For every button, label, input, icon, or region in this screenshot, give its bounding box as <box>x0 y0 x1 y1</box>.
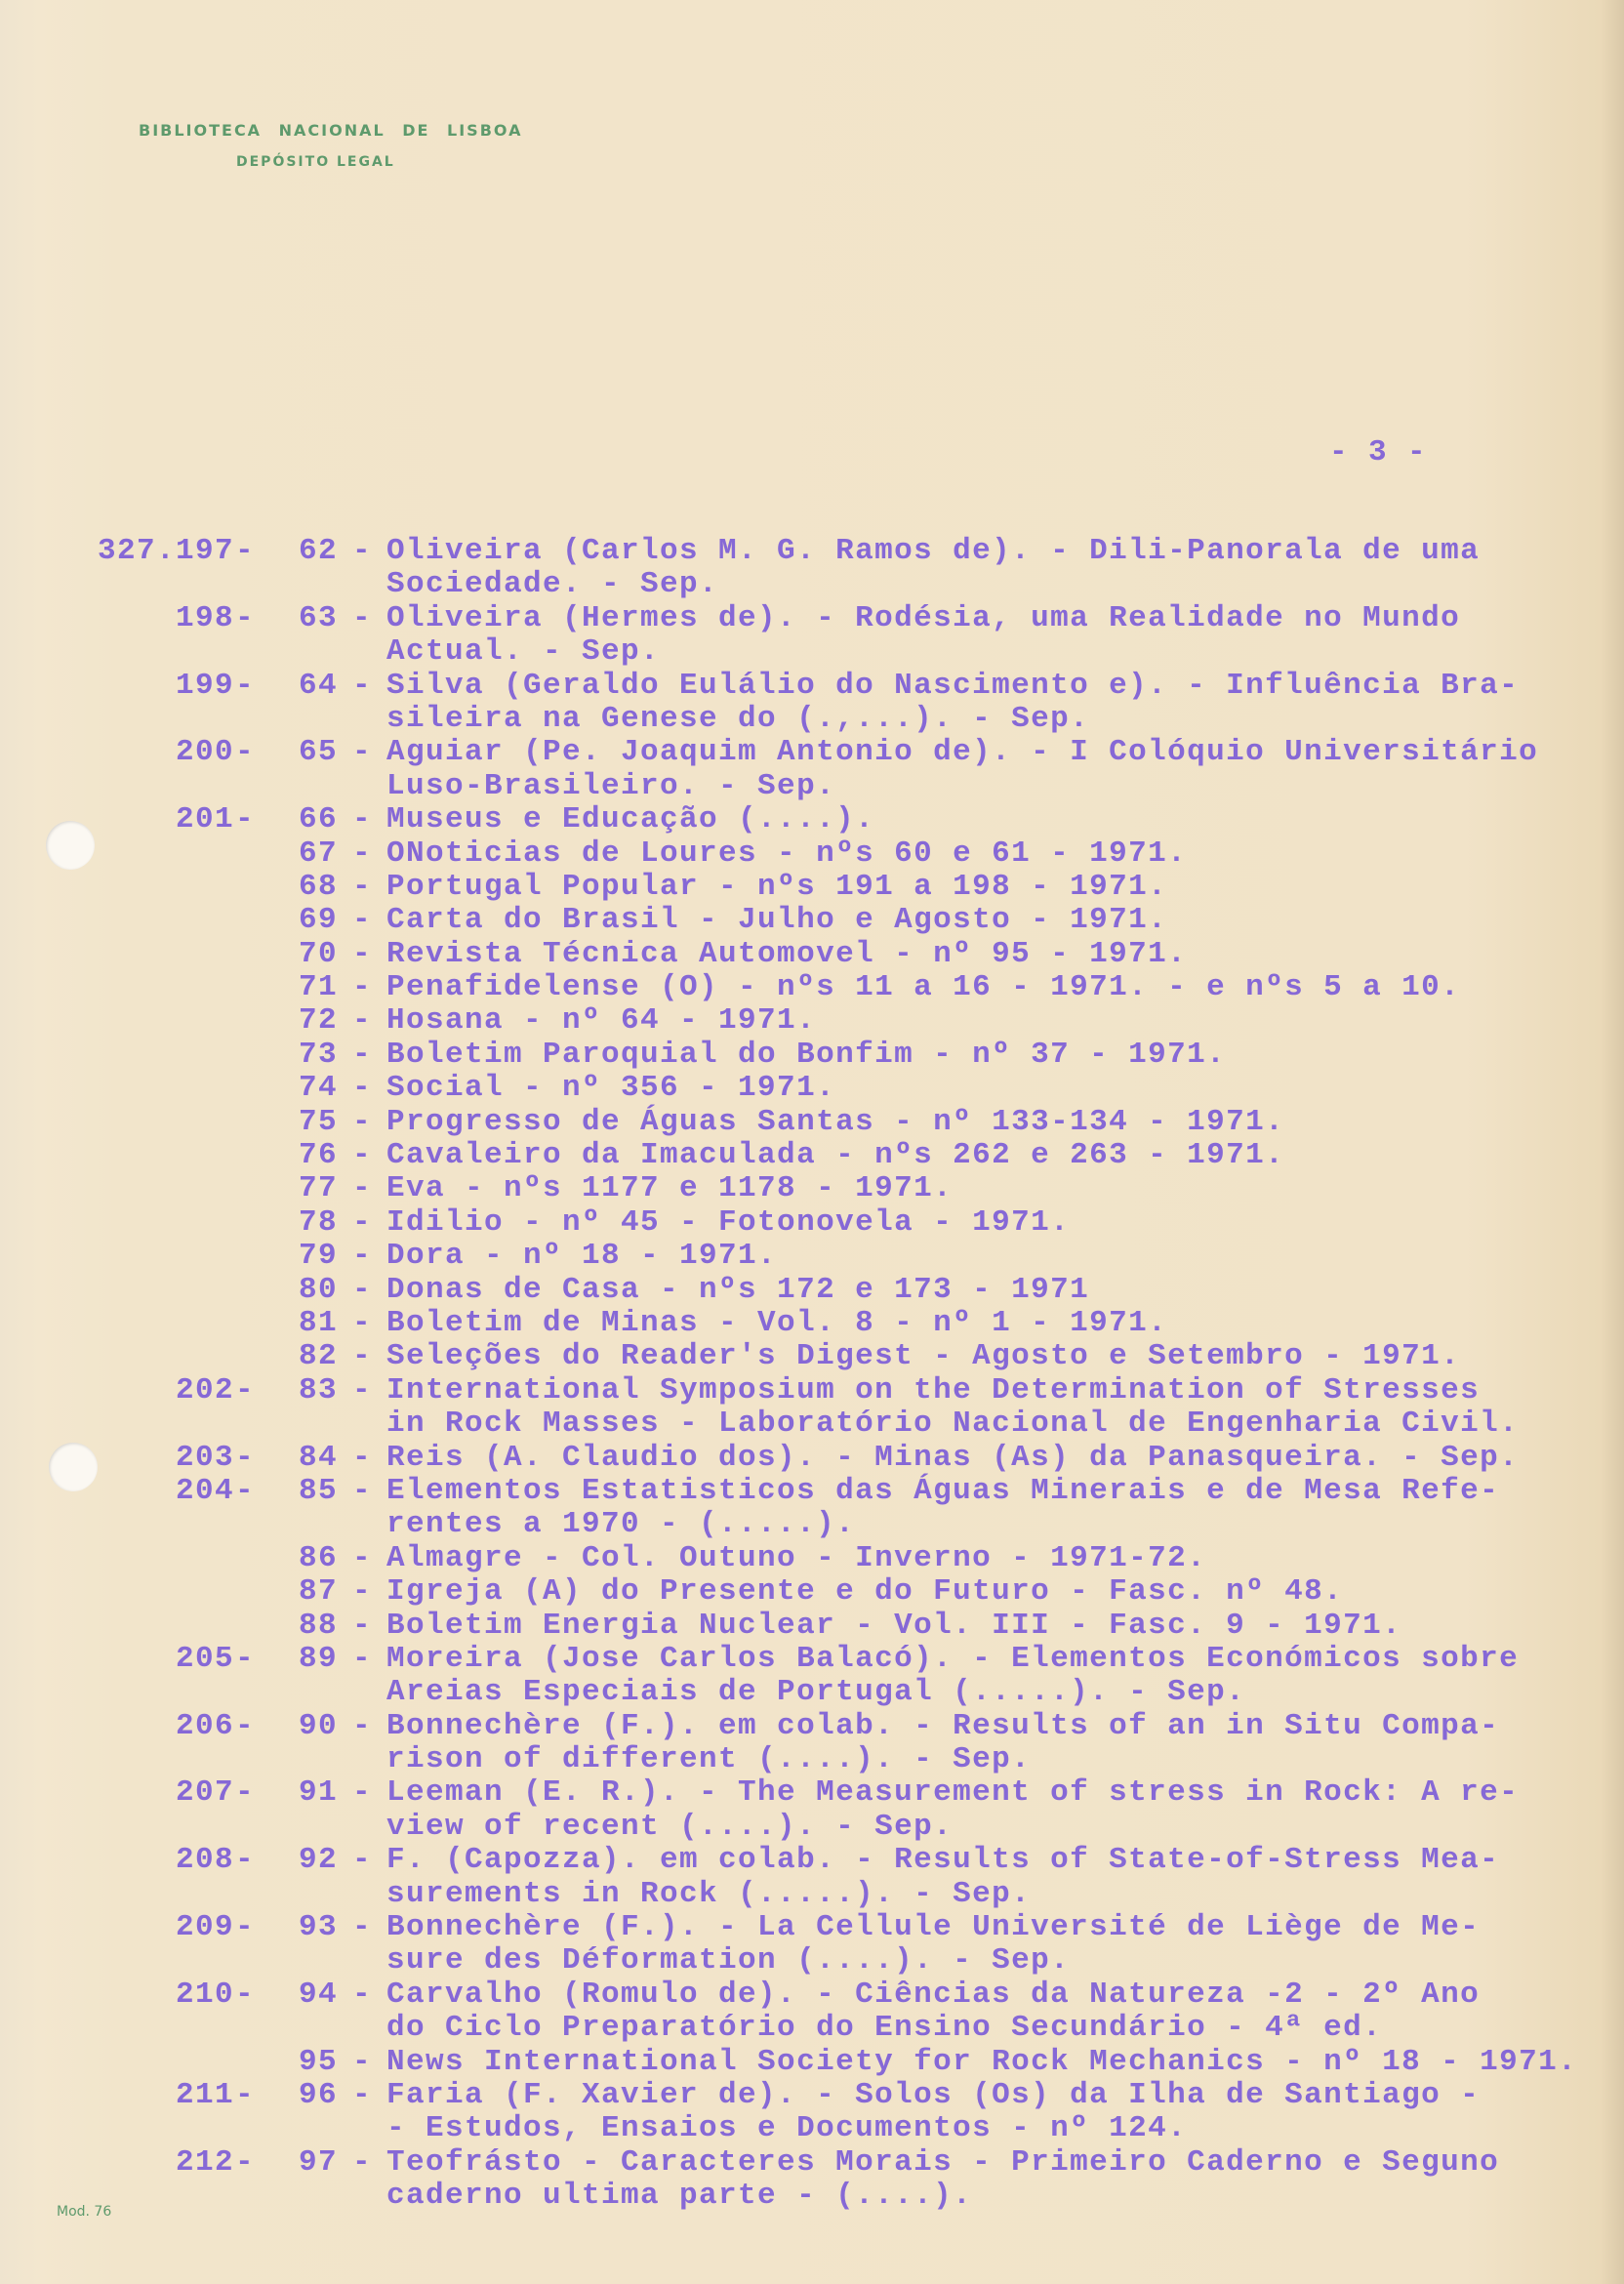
entry-text: Bonnechère (F.). - La Cellule Université de Liège de Me- <box>386 1910 1481 1945</box>
entry-reference <box>0 1610 234 1643</box>
separator-dash: - <box>351 802 372 837</box>
entry-text: Idilio - nº 45 - Fotonovela - 1971. <box>386 1204 1071 1240</box>
separator-dash: - <box>234 534 255 568</box>
entry-reference <box>0 1240 234 1273</box>
catalogue-list <box>0 535 1624 2214</box>
entry-text: surements in Rock (.....). - Sep. <box>386 1876 1032 1911</box>
entry-reference <box>0 2046 234 2079</box>
entry-text: Dora - nº 18 - 1971. <box>386 1239 778 1274</box>
separator-dash <box>234 904 256 937</box>
entry-sequence-number: 95 <box>298 2044 338 2079</box>
entry-sequence-number: 79 <box>298 1239 338 1274</box>
separator-dash: - <box>234 1641 255 1676</box>
separator-dash: - <box>351 1641 372 1676</box>
entry-text: International Symposium on the Determination of Stresses <box>386 1372 1481 1407</box>
catalogue-entry <box>0 837 1624 871</box>
catalogue-entry <box>0 1442 1624 1475</box>
entry-sequence-number: 93 <box>298 1910 338 1945</box>
separator-dash <box>234 1206 256 1240</box>
entry-reference <box>0 1072 234 1105</box>
entry-sequence-number: 91 <box>298 1775 338 1811</box>
entry-reference: 201 <box>175 802 234 837</box>
entry-text: Portugal Popular - nºs 191 a 198 - 1971. <box>386 869 1168 904</box>
entry-reference <box>0 971 234 1004</box>
catalogue-entry <box>0 602 1624 635</box>
catalogue-entry <box>0 1911 1624 1944</box>
catalogue-entry-continuation <box>0 1811 1624 1844</box>
catalogue-entry <box>0 1106 1624 1139</box>
entry-reference: 209 <box>175 1910 234 1945</box>
catalogue-entry-continuation <box>0 703 1624 736</box>
catalogue-entry <box>0 1172 1624 1205</box>
entry-text: Progresso de Águas Santas - nº 133-134 - 1971. <box>386 1104 1285 1139</box>
entry-sequence-number: 87 <box>298 1574 338 1610</box>
entry-text: Almagre - Col. Outuno - Inverno - 1971-72. <box>386 1540 1207 1575</box>
entry-text: Sociedade. - Sep. <box>386 567 719 602</box>
entry-text: Seleções do Reader's Digest - Agosto e Setembro - 1971. <box>386 1339 1461 1374</box>
separator-dash: - <box>351 2044 372 2079</box>
catalogue-entry <box>0 2146 1624 2180</box>
catalogue-entry <box>0 904 1624 937</box>
separator-dash: - <box>351 1104 372 1139</box>
catalogue-entry <box>0 1610 1624 1643</box>
entry-reference: 198 <box>175 600 234 635</box>
entry-sequence-number: 78 <box>298 1204 338 1240</box>
catalogue-entry-continuation <box>0 1508 1624 1541</box>
separator-dash: - <box>351 1239 372 1274</box>
entry-sequence-number: 84 <box>298 1440 338 1475</box>
separator-dash: - <box>351 534 372 568</box>
entry-text: Aguiar (Pe. Joaquim Antonio de). - I Colóquio Universitário <box>386 735 1539 770</box>
separator-dash: - <box>351 2144 372 2180</box>
entry-reference: 199 <box>175 668 234 703</box>
entry-text: Eva - nºs 1177 e 1178 - 1971. <box>386 1171 954 1206</box>
separator-dash: - <box>351 903 372 938</box>
separator-dash: - <box>351 1372 372 1407</box>
separator-dash <box>234 1004 256 1038</box>
separator-dash <box>234 2046 256 2079</box>
letterhead-department: DEPÓSITO LEGAL <box>236 154 395 170</box>
catalogue-entry <box>0 1776 1624 1810</box>
entry-text: Museus e Educação (....). <box>386 802 875 837</box>
entry-sequence-number: 69 <box>298 903 338 938</box>
entry-text: Faria (F. Xavier de). - Solos (Os) da Ilha de Santiago - <box>386 2077 1481 2112</box>
catalogue-entry <box>0 803 1624 836</box>
catalogue-entry <box>0 1340 1624 1373</box>
entry-text: in Rock Masses - Laboratório Nacional de Engenharia Civil. <box>386 1407 1520 1442</box>
catalogue-entry <box>0 1039 1624 1072</box>
separator-dash <box>234 1575 256 1609</box>
entry-sequence-number: 64 <box>298 668 338 703</box>
separator-dash: - <box>351 600 372 635</box>
entry-text: Reis (A. Claudio dos). - Minas (As) da Panasqueira. - Sep. <box>386 1440 1520 1475</box>
separator-dash: - <box>351 869 372 904</box>
separator-dash: - <box>351 1305 372 1340</box>
catalogue-entry <box>0 1575 1624 1609</box>
separator-dash: - <box>234 1473 255 1508</box>
catalogue-entry-continuation <box>0 2112 1624 2145</box>
entry-reference: 212 <box>175 2144 234 2180</box>
catalogue-entry-continuation <box>0 635 1624 669</box>
separator-dash: - <box>351 836 372 871</box>
entry-text: caderno ultima parte - (....). <box>386 2179 973 2214</box>
entry-sequence-number: 73 <box>298 1037 338 1072</box>
entry-reference: 207 <box>175 1775 234 1811</box>
catalogue-entry-continuation <box>0 1743 1624 1776</box>
entry-text: Revista Técnica Automovel - nº 95 - 1971. <box>386 936 1188 971</box>
entry-sequence-number: 68 <box>298 869 338 904</box>
entry-reference <box>0 1206 234 1240</box>
separator-dash <box>234 1172 256 1205</box>
separator-dash <box>234 1274 256 1307</box>
entry-text: Hosana - nº 64 - 1971. <box>386 1003 817 1039</box>
entry-sequence-number: 62 <box>298 534 338 568</box>
entry-text: rentes a 1970 - (.....). <box>386 1507 856 1542</box>
catalogue-entry <box>0 1004 1624 1038</box>
entry-reference: 202 <box>175 1372 234 1407</box>
catalogue-entry-continuation <box>0 1676 1624 1709</box>
entry-text: Penafidelense (O) - nºs 11 a 16 - 1971. - e nºs 5 a 10. <box>386 970 1461 1005</box>
separator-dash <box>234 1240 256 1273</box>
separator-dash <box>234 871 256 904</box>
separator-dash: - <box>351 970 372 1005</box>
separator-dash <box>234 1106 256 1139</box>
entry-text: Carta do Brasil - Julho e Agosto - 1971. <box>386 903 1168 938</box>
entry-sequence-number: 89 <box>298 1641 338 1676</box>
entry-sequence-number: 65 <box>298 735 338 770</box>
separator-dash: - <box>351 1708 372 1743</box>
entry-sequence-number: 96 <box>298 2077 338 2112</box>
catalogue-entry <box>0 938 1624 971</box>
separator-dash: - <box>351 1843 372 1878</box>
entry-reference <box>0 1274 234 1307</box>
separator-dash: - <box>351 1608 372 1643</box>
entry-text: sileira na Genese do (.,...). - Sep. <box>386 701 1090 736</box>
catalogue-entry-continuation <box>0 1878 1624 1911</box>
entry-reference: 203 <box>175 1440 234 1475</box>
catalogue-entry <box>0 1240 1624 1273</box>
separator-dash: - <box>351 1339 372 1374</box>
separator-dash: - <box>351 1138 372 1173</box>
separator-dash: - <box>234 1910 255 1945</box>
letterhead-institution: BIBLIOTECA NACIONAL DE LISBOA <box>139 121 523 140</box>
entry-text: sure des Déformation (....). - Sep. <box>386 1943 1071 1978</box>
separator-dash <box>234 1610 256 1643</box>
catalogue-entry <box>0 1307 1624 1340</box>
entry-text: Moreira (Jose Carlos Balacó). - Elementos Económicos sobre <box>386 1641 1520 1676</box>
catalogue-entry <box>0 1475 1624 1508</box>
separator-dash: - <box>234 2077 255 2112</box>
entry-sequence-number: 63 <box>298 600 338 635</box>
form-code: Mod. 76 <box>57 2204 112 2220</box>
entry-text: ONoticias de Loures - nºs 60 e 61 - 1971. <box>386 836 1188 871</box>
separator-dash: - <box>351 1003 372 1039</box>
entry-reference <box>0 938 234 971</box>
catalogue-entry-continuation <box>0 2012 1624 2045</box>
entry-sequence-number: 77 <box>298 1171 338 1206</box>
entry-sequence-number: 86 <box>298 1540 338 1575</box>
separator-dash: - <box>351 2077 372 2112</box>
separator-dash <box>234 1139 256 1172</box>
catalogue-entry <box>0 1206 1624 1240</box>
catalogue-entry <box>0 1710 1624 1743</box>
separator-dash: - <box>234 1843 255 1878</box>
entry-reference: 204 <box>175 1473 234 1508</box>
separator-dash: - <box>351 1204 372 1240</box>
catalogue-entry-continuation <box>0 2180 1624 2213</box>
separator-dash <box>234 1072 256 1105</box>
catalogue-entry <box>0 1844 1624 1877</box>
entry-sequence-number: 75 <box>298 1104 338 1139</box>
separator-dash <box>234 938 256 971</box>
separator-dash: - <box>351 668 372 703</box>
separator-dash <box>234 971 256 1004</box>
catalogue-entry <box>0 1072 1624 1105</box>
separator-dash: - <box>351 1071 372 1106</box>
separator-dash: - <box>234 1440 255 1475</box>
entry-reference: 208 <box>175 1843 234 1878</box>
separator-dash: - <box>351 1171 372 1206</box>
catalogue-entry <box>0 1643 1624 1676</box>
entry-reference <box>0 1039 234 1072</box>
entry-sequence-number: 71 <box>298 970 338 1005</box>
catalogue-entry <box>0 535 1624 568</box>
catalogue-entry <box>0 1542 1624 1575</box>
entry-text: Luso-Brasileiro. - Sep. <box>386 768 836 803</box>
separator-dash: - <box>351 1977 372 2012</box>
entry-text: Boletim Paroquial do Bonfim - nº 37 - 1971. <box>386 1037 1227 1072</box>
entry-sequence-number: 92 <box>298 1843 338 1878</box>
separator-dash: - <box>351 1037 372 1072</box>
catalogue-entry <box>0 971 1624 1004</box>
entry-reference <box>0 1106 234 1139</box>
entry-text: Actual. - Sep. <box>386 634 661 670</box>
entry-reference <box>0 1004 234 1038</box>
catalogue-entry <box>0 2046 1624 2079</box>
entry-text: Carvalho (Romulo de). - Ciências da Natureza -2 - 2º Ano <box>386 1977 1481 2012</box>
catalogue-entry-continuation <box>0 568 1624 601</box>
entry-sequence-number: 80 <box>298 1272 338 1307</box>
entry-sequence-number: 85 <box>298 1473 338 1508</box>
entry-reference <box>0 1139 234 1172</box>
entry-text: do Ciclo Preparatório do Ensino Secundário - 4ª ed. <box>386 2011 1383 2046</box>
entry-reference: 210 <box>175 1977 234 2012</box>
entry-text: Bonnechère (F.). em colab. - Results of an in Situ Compa- <box>386 1708 1500 1743</box>
entry-reference: 211 <box>175 2077 234 2112</box>
entry-text: Igreja (A) do Presente e do Futuro - Fasc. nº 48. <box>386 1574 1344 1610</box>
entry-sequence-number: 97 <box>298 2144 338 2180</box>
page-number: - 3 - <box>1329 435 1428 469</box>
entry-sequence-number: 72 <box>298 1003 338 1039</box>
entry-text: Oliveira (Carlos M. G. Ramos de). - Dili-Panorala de uma <box>386 534 1481 568</box>
entry-reference <box>0 1172 234 1205</box>
entry-sequence-number: 76 <box>298 1138 338 1173</box>
entry-sequence-number: 82 <box>298 1339 338 1374</box>
separator-dash: - <box>351 1910 372 1945</box>
entry-reference <box>0 1307 234 1340</box>
entry-text: F. (Capozza). em colab. - Results of State-of-Stress Mea- <box>386 1843 1500 1878</box>
separator-dash <box>234 1307 256 1340</box>
separator-dash: - <box>234 1708 255 1743</box>
catalogue-entry <box>0 1139 1624 1172</box>
entry-reference <box>0 1340 234 1373</box>
entry-sequence-number: 90 <box>298 1708 338 1743</box>
entry-reference <box>0 1542 234 1575</box>
entry-reference: 327.197 <box>97 534 234 568</box>
entry-reference <box>0 837 234 871</box>
catalogue-entry <box>0 1374 1624 1407</box>
catalogue-entry-continuation <box>0 1944 1624 1978</box>
catalogue-entry-continuation <box>0 770 1624 803</box>
entry-text: Silva (Geraldo Eulálio do Nascimento e). - Influência Bra- <box>386 668 1520 703</box>
separator-dash: - <box>234 2144 255 2180</box>
entry-text: Donas de Casa - nºs 172 e 173 - 1971 <box>386 1272 1090 1307</box>
separator-dash: - <box>351 1775 372 1811</box>
catalogue-entry <box>0 736 1624 769</box>
entry-sequence-number: 81 <box>298 1305 338 1340</box>
entry-reference <box>0 1575 234 1609</box>
separator-dash <box>234 1039 256 1072</box>
separator-dash: - <box>351 1574 372 1610</box>
catalogue-entry <box>0 670 1624 703</box>
separator-dash: - <box>351 1540 372 1575</box>
entry-text: Elementos Estatisticos das Águas Minerais e de Mesa Refe- <box>386 1473 1500 1508</box>
separator-dash: - <box>234 1977 255 2012</box>
entry-sequence-number: 94 <box>298 1977 338 2012</box>
entry-reference: 205 <box>175 1641 234 1676</box>
separator-dash: - <box>351 1473 372 1508</box>
entry-sequence-number: 88 <box>298 1608 338 1643</box>
entry-text: Cavaleiro da Imaculada - nºs 262 e 263 - 1971. <box>386 1138 1285 1173</box>
entry-sequence-number: 66 <box>298 802 338 837</box>
separator-dash <box>234 837 256 871</box>
entry-sequence-number: 83 <box>298 1372 338 1407</box>
catalogue-entry-continuation <box>0 1407 1624 1441</box>
catalogue-entry <box>0 1978 1624 2012</box>
separator-dash: - <box>351 735 372 770</box>
separator-dash: - <box>234 668 255 703</box>
separator-dash: - <box>351 1440 372 1475</box>
separator-dash: - <box>234 735 255 770</box>
separator-dash: - <box>234 1372 255 1407</box>
entry-reference: 206 <box>175 1708 234 1743</box>
catalogue-entry <box>0 1274 1624 1307</box>
separator-dash: - <box>234 1775 255 1811</box>
entry-sequence-number: 67 <box>298 836 338 871</box>
entry-text: - Estudos, Ensaios e Documentos - nº 124. <box>386 2111 1188 2146</box>
entry-sequence-number: 74 <box>298 1071 338 1106</box>
entry-reference <box>0 904 234 937</box>
entry-text: Areias Especiais de Portugal (.....). - Sep. <box>386 1675 1246 1710</box>
entry-text: rison of different (....). - Sep. <box>386 1742 1032 1777</box>
separator-dash: - <box>234 802 255 837</box>
separator-dash <box>234 1542 256 1575</box>
entry-text: view of recent (....). - Sep. <box>386 1809 954 1844</box>
entry-text: Leeman (E. R.). - The Measurement of stress in Rock: A re- <box>386 1775 1520 1811</box>
entry-text: Teofrásto - Caracteres Morais - Primeiro Caderno e Seguno <box>386 2144 1500 2180</box>
separator-dash: - <box>234 600 255 635</box>
entry-text: Oliveira (Hermes de). - Rodésia, uma Realidade no Mundo <box>386 600 1461 635</box>
entry-reference: 200 <box>175 735 234 770</box>
separator-dash: - <box>351 936 372 971</box>
catalogue-entry <box>0 871 1624 904</box>
catalogue-entry <box>0 2079 1624 2112</box>
entry-text: Boletim Energia Nuclear - Vol. III - Fasc. 9 - 1971. <box>386 1608 1402 1643</box>
separator-dash: - <box>351 1272 372 1307</box>
entry-text: News International Society for Rock Mechanics - nº 18 - 1971. <box>386 2044 1578 2079</box>
entry-text: Boletim de Minas - Vol. 8 - nº 1 - 1971. <box>386 1305 1168 1340</box>
entry-text: Social - nº 356 - 1971. <box>386 1071 836 1106</box>
entry-sequence-number: 70 <box>298 936 338 971</box>
entry-reference <box>0 871 234 904</box>
separator-dash <box>234 1340 256 1373</box>
